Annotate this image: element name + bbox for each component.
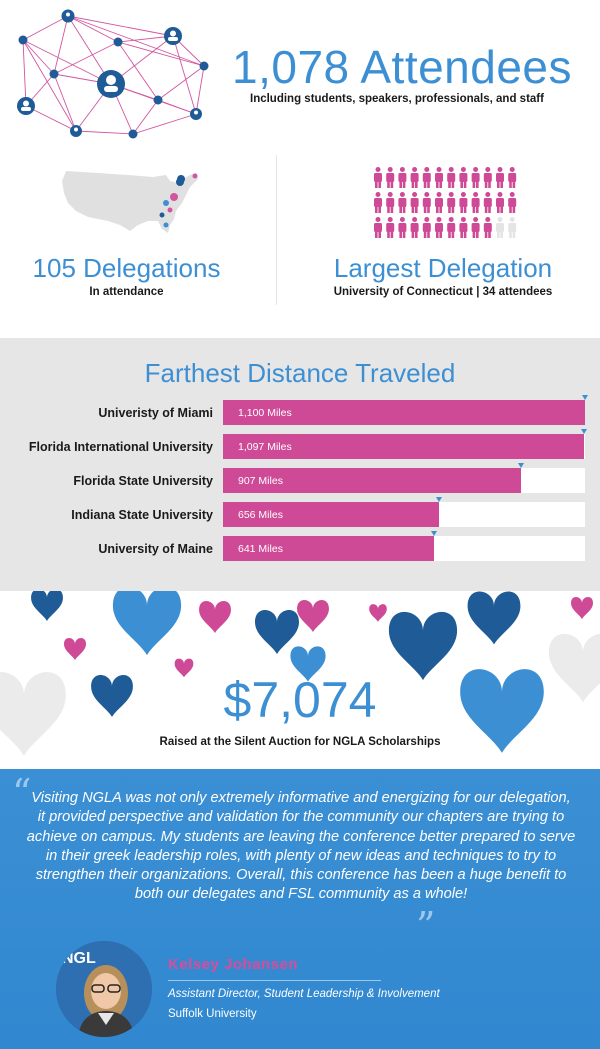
testimonial-name: Kelsey Johansen [168,956,299,973]
person-figure [472,217,480,238]
person-figure [472,192,480,213]
distance-bar-track [223,468,585,493]
name-divider [168,980,381,981]
distance-value: 641 Miles [238,543,283,555]
person-figure [398,217,406,238]
university-label: Indiana State University [71,508,213,522]
distance-value: 1,100 Miles [238,407,292,419]
distance-row [0,536,600,561]
distance-title: Farthest Distance Traveled [144,358,456,388]
person-figure [423,167,431,188]
person-figure [484,192,492,213]
open-quote-icon: “ [12,771,32,815]
person-figure [508,167,516,188]
person-figure [496,167,504,188]
us-map-icon [58,165,208,245]
university-label: Florida International University [28,440,213,454]
testimonial-section [0,769,600,1049]
attendees-count: 1,078 Attendees [232,41,573,93]
largest-delegation-subtitle: University of Connecticut | 34 attendees [333,286,553,298]
people-figures-icon [370,165,520,245]
distance-row [0,400,600,425]
attendees-section [0,0,600,145]
distance-row [0,434,600,459]
university-label: Florida State University [73,474,213,488]
person-figure [447,167,455,188]
person-figure [374,192,382,213]
person-figure [411,167,419,188]
person-figure [484,217,492,238]
distance-bar-track [223,536,585,561]
distance-row [0,468,600,493]
largest-delegation-title: Largest Delegation [333,253,553,283]
person-figure [459,167,467,188]
person-figure [484,167,492,188]
person-figure [398,192,406,213]
person-figure [496,192,504,213]
distance-value: 1,097 Miles [238,441,292,453]
distance-bar [223,502,439,527]
distance-bar [223,468,521,493]
avatar [56,941,152,1037]
delegations-count: 105 Delegations [32,253,221,283]
marker-icon [431,531,437,536]
delegations-section [0,145,600,338]
testimonial-role: Assistant Director, Student Leadership & Involvement [168,988,440,1000]
section-divider [276,155,277,305]
person-figure [459,217,467,238]
testimonial-org: Suffolk University [168,1008,257,1020]
person-figure [386,192,394,213]
distance-section [0,338,600,591]
marker-icon [518,463,524,468]
person-figure [435,167,443,188]
person-figure [508,192,516,213]
person-figure [386,217,394,238]
marker-icon [581,429,587,434]
testimonial-quote: Visiting NGLA was not only extremely informative and energizing for our delegation, it provided perspective and validation for the community our chapters are trying to achieve on campus. My students are leaving the conference better prepared to serve in their greek leadership roles, with plenty of new ideas and techniques to try to strengthen their organizations. Overall, this conference has been a huge benefit to both our delegates and FSL community as a whole! [26,790,576,903]
marker-icon [436,497,442,502]
auction-amount: $7,074 [223,672,377,728]
distance-bar [223,400,585,425]
person-figure [411,192,419,213]
auction-section [0,591,600,769]
portrait-image [56,941,152,1037]
person-figure [374,167,382,188]
university-label: Univeristy of Miami [98,406,213,420]
delegations-subtitle: In attendance [89,286,164,298]
marker-icon [582,395,588,400]
person-figure [472,167,480,188]
university-label: University of Maine [98,542,213,556]
distance-value: 656 Miles [238,509,283,521]
person-figure [374,217,382,238]
person-figure [386,167,394,188]
distance-value: 907 Miles [238,475,283,487]
distance-bar-track [223,502,585,527]
network-graphic [8,6,216,142]
distance-bar-track [223,400,585,425]
person-figure [435,192,443,213]
person-figure [508,217,516,238]
distance-bar [223,536,434,561]
person-figure [435,217,443,238]
attendees-subtitle: Including students, speakers, professionals, and staff [250,93,544,105]
auction-subtitle: Raised at the Silent Auction for NGLA Scholarships [159,736,441,748]
avatar-banner-text: NGL [62,950,96,967]
distance-row [0,502,600,527]
person-figure [459,192,467,213]
close-quote-icon: ” [416,904,436,948]
person-figure [447,217,455,238]
distance-bar [223,434,584,459]
distance-bar-track [223,434,585,459]
person-figure [423,192,431,213]
person-figure [496,217,504,238]
person-figure [398,167,406,188]
person-figure [447,192,455,213]
person-figure [423,217,431,238]
person-figure [411,217,419,238]
